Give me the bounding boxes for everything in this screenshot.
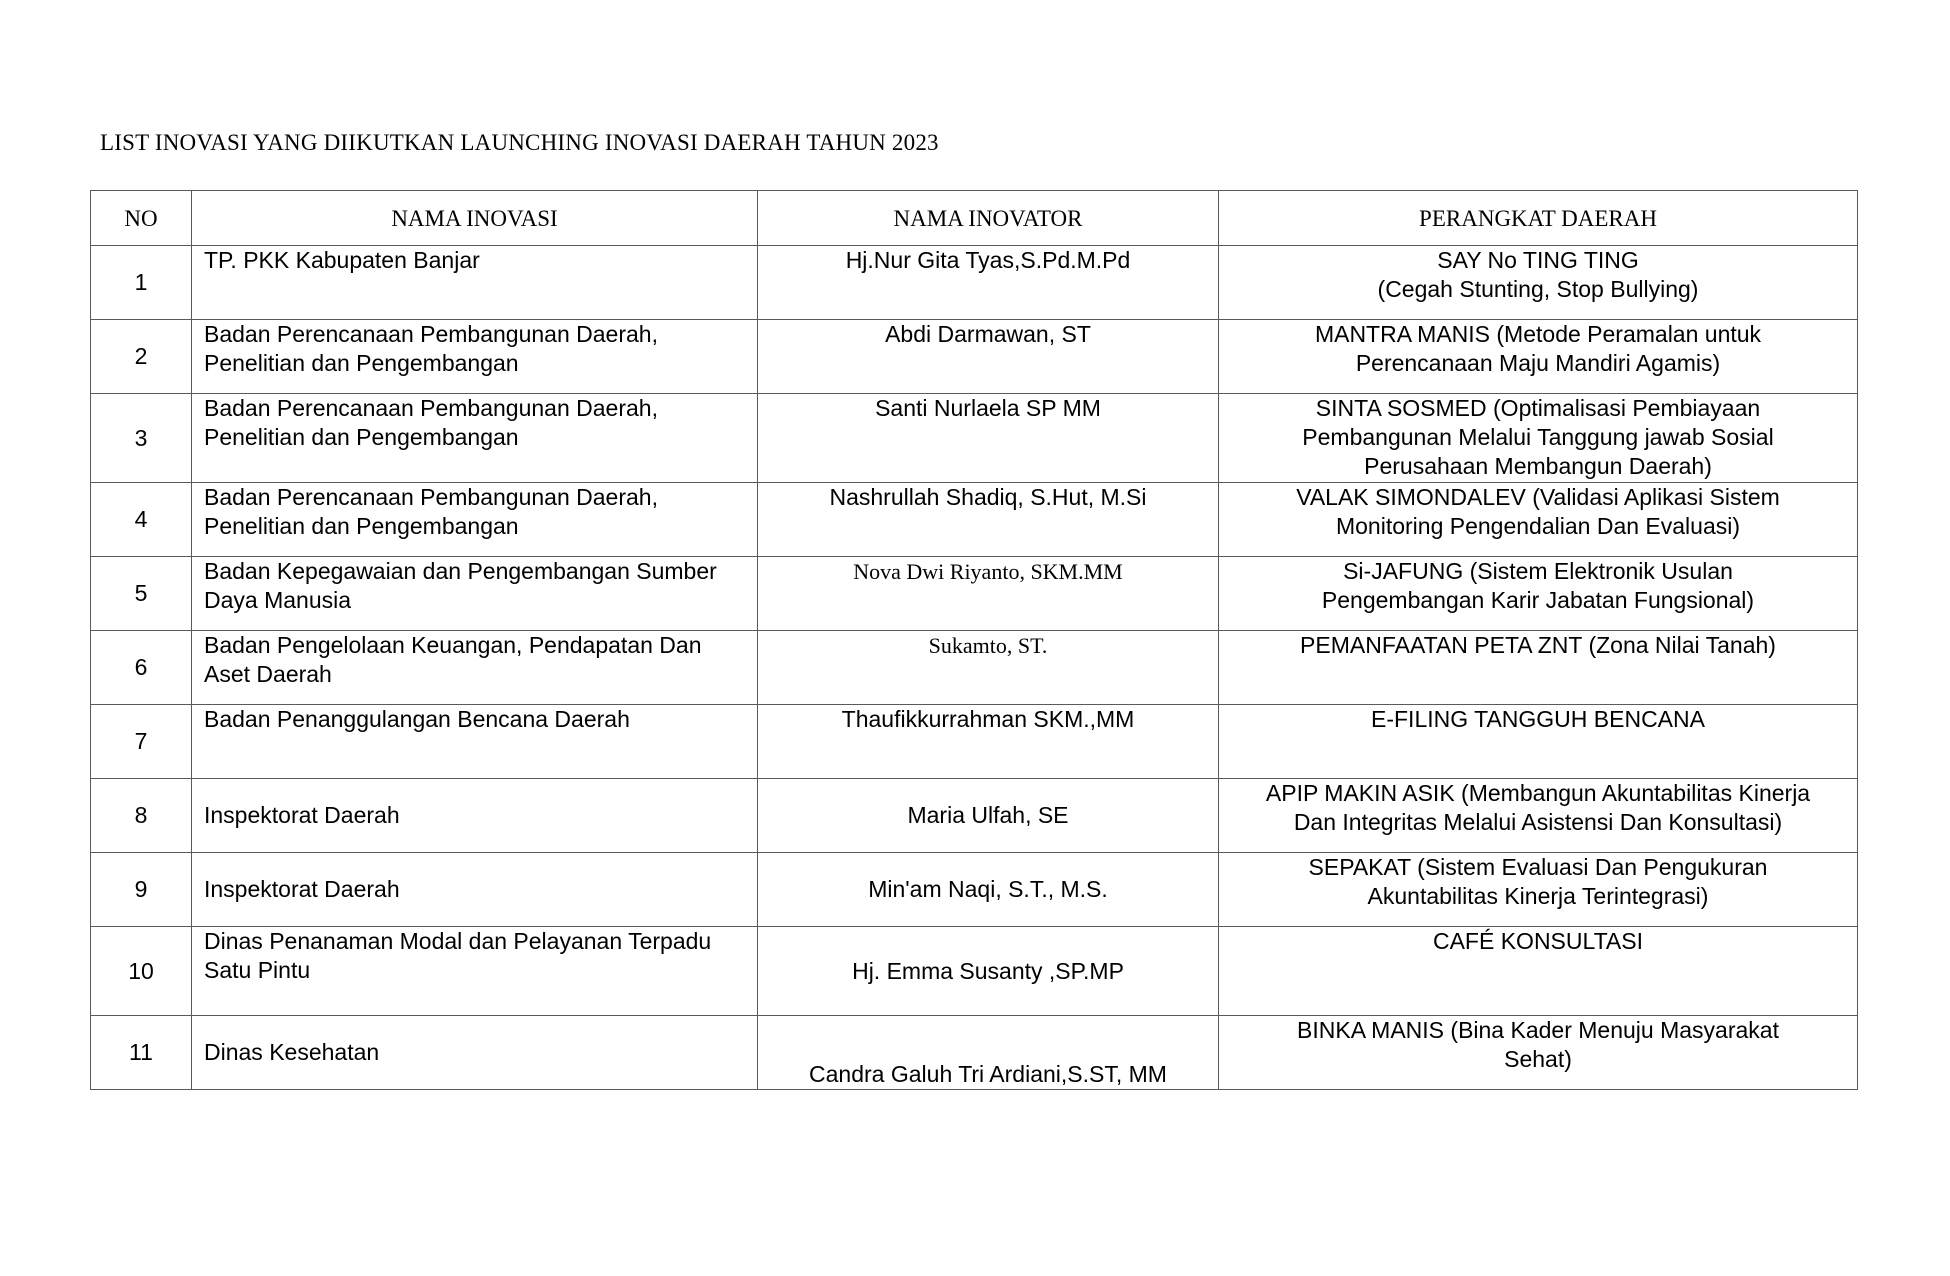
row-innovation: SINTA SOSMED (Optimalisasi Pembiayaan Pembangunan Melalui Tanggung jawab Sosial Perusahaan Membangun Daerah)	[1219, 394, 1858, 483]
row-no: 3	[91, 394, 192, 483]
table-row	[91, 394, 1858, 483]
row-no: 10	[91, 927, 192, 1016]
row-organization: Inspektorat Daerah	[192, 779, 758, 853]
row-innovation: SEPAKAT (Sistem Evaluasi Dan Pengukuran Akuntabilitas Kinerja Terintegrasi)	[1219, 853, 1858, 927]
row-innovation: MANTRA MANIS (Metode Peramalan untuk Perencanaan Maju Mandiri Agamis)	[1219, 320, 1858, 394]
row-innovator: Nashrullah Shadiq, S.Hut, M.Si	[758, 483, 1219, 557]
row-no: 7	[91, 705, 192, 779]
table-row	[91, 853, 1858, 927]
row-innovator: Min'am Naqi, S.T., M.S.	[758, 853, 1219, 927]
row-organization: Dinas Kesehatan	[192, 1016, 758, 1090]
row-organization: Badan Penanggulangan Bencana Daerah	[192, 705, 758, 779]
row-innovation: APIP MAKIN ASIK (Membangun Akuntabilitas Kinerja Dan Integritas Melalui Asistensi Dan Konsultasi)	[1219, 779, 1858, 853]
row-innovator: Maria Ulfah, SE	[758, 779, 1219, 853]
table-row	[91, 1016, 1858, 1090]
row-innovation: VALAK SIMONDALEV (Validasi Aplikasi Sistem Monitoring Pengendalian Dan Evaluasi)	[1219, 483, 1858, 557]
table-row	[91, 927, 1858, 1016]
row-organization: Inspektorat Daerah	[192, 853, 758, 927]
row-innovator: Hj.Nur Gita Tyas,S.Pd.M.Pd	[758, 246, 1219, 320]
row-no: 1	[91, 246, 192, 320]
row-innovation: BINKA MANIS (Bina Kader Menuju Masyarakat Sehat)	[1219, 1016, 1858, 1090]
row-no: 11	[91, 1016, 192, 1090]
innovation-table	[90, 190, 1858, 1090]
row-organization: Badan Pengelolaan Keuangan, Pendapatan Dan Aset Daerah	[192, 631, 758, 705]
row-innovator: Sukamto, ST.	[758, 631, 1219, 705]
table-row	[91, 246, 1858, 320]
header-no: NO	[91, 191, 192, 246]
row-organization: Dinas Penanaman Modal dan Pelayanan Terpadu Satu Pintu	[192, 927, 758, 1016]
row-no: 8	[91, 779, 192, 853]
row-organization: TP. PKK Kabupaten Banjar	[192, 246, 758, 320]
table-row	[91, 631, 1858, 705]
table-row	[91, 320, 1858, 394]
row-no: 2	[91, 320, 192, 394]
header-nama-inovator: NAMA INOVATOR	[758, 191, 1219, 246]
row-no: 6	[91, 631, 192, 705]
table-header-row	[91, 191, 1858, 246]
row-organization: Badan Perencanaan Pembangunan Daerah, Penelitian dan Pengembangan	[192, 320, 758, 394]
table-row	[91, 779, 1858, 853]
row-innovation: PEMANFAATAN PETA ZNT (Zona Nilai Tanah)	[1219, 631, 1858, 705]
row-innovator: Hj. Emma Susanty ,SP.MP	[758, 927, 1219, 1016]
row-innovator: Santi Nurlaela SP MM	[758, 394, 1219, 483]
row-no: 5	[91, 557, 192, 631]
row-innovator: Thaufikkurrahman SKM.,MM	[758, 705, 1219, 779]
row-no: 4	[91, 483, 192, 557]
row-innovator: Abdi Darmawan, ST	[758, 320, 1219, 394]
row-innovation: E-FILING TANGGUH BENCANA	[1219, 705, 1858, 779]
row-organization: Badan Perencanaan Pembangunan Daerah, Penelitian dan Pengembangan	[192, 394, 758, 483]
row-innovator: Candra Galuh Tri Ardiani,S.ST, MM	[758, 1016, 1219, 1090]
row-innovation: SAY No TING TING (Cegah Stunting, Stop Bullying)	[1219, 246, 1858, 320]
table-row	[91, 705, 1858, 779]
header-perangkat-daerah: PERANGKAT DAERAH	[1219, 191, 1858, 246]
table-row	[91, 483, 1858, 557]
document-title: LIST INOVASI YANG DIIKUTKAN LAUNCHING INOVASI DAERAH TAHUN 2023	[100, 130, 939, 155]
row-innovation: CAFÉ KONSULTASI	[1219, 927, 1858, 1016]
row-organization: Badan Perencanaan Pembangunan Daerah, Penelitian dan Pengembangan	[192, 483, 758, 557]
table-row	[91, 557, 1858, 631]
row-organization: Badan Kepegawaian dan Pengembangan Sumber Daya Manusia	[192, 557, 758, 631]
header-nama-inovasi: NAMA INOVASI	[192, 191, 758, 246]
row-innovator: Nova Dwi Riyanto, SKM.MM	[758, 557, 1219, 631]
row-innovation: Si-JAFUNG (Sistem Elektronik Usulan Pengembangan Karir Jabatan Fungsional)	[1219, 557, 1858, 631]
row-no: 9	[91, 853, 192, 927]
